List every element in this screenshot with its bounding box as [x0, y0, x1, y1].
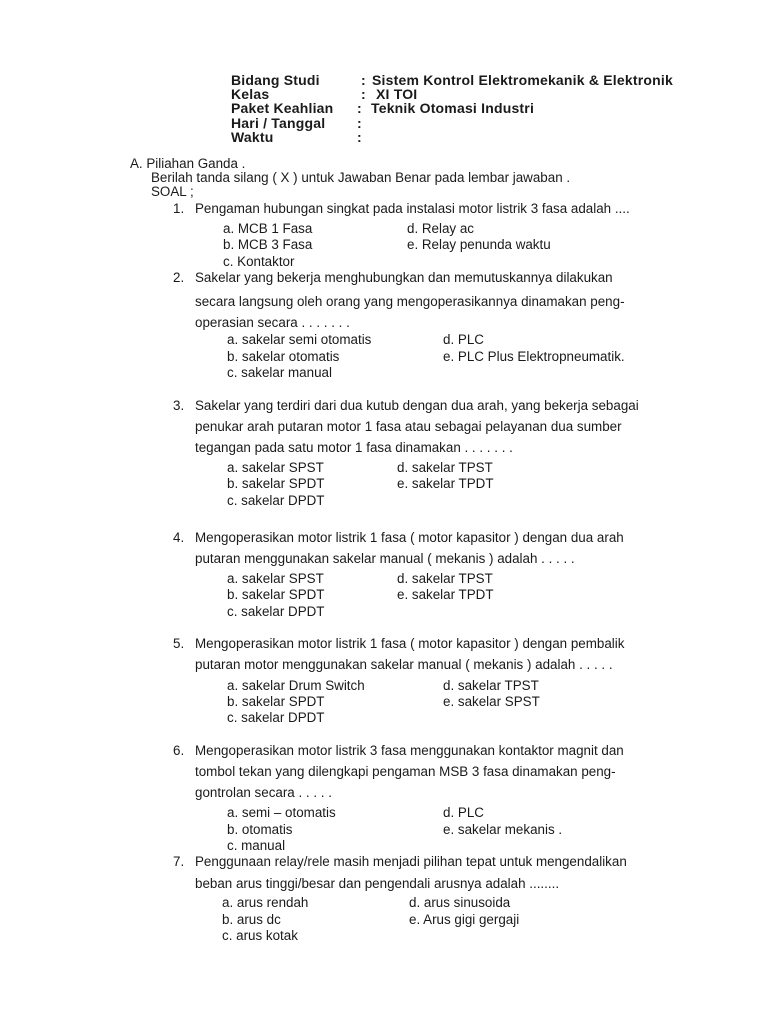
option-a: a. arus rendah	[222, 895, 309, 910]
question-text-line: Mengoperasikan motor listrik 1 fasa ( motor kapasitor ) dengan pembalik	[195, 636, 625, 651]
option-b: b. MCB 3 Fasa	[223, 237, 313, 252]
question-number: 1.	[173, 201, 185, 216]
question-text-line: beban arus tinggi/besar dan pengendali arusnya adalah ........	[195, 876, 560, 891]
option-a: a. semi – otomatis	[227, 805, 336, 820]
header-colon: :	[361, 86, 366, 102]
option-c: c. sakelar DPDT	[227, 604, 325, 619]
question-text-line: operasian secara . . . . . . .	[195, 315, 350, 330]
question-text-line: secara langsung oleh orang yang mengoperasikannya dinamakan peng-	[195, 294, 625, 309]
section-title: A. Piliahan Ganda .	[130, 156, 246, 171]
question-text-line: gontrolan secara . . . . .	[195, 785, 332, 800]
option-e: e. sakelar mekanis .	[443, 822, 563, 837]
question-text-line: Penggunaan relay/rele masih menjadi pilihan tepat untuk mengendalikan	[195, 854, 627, 869]
section-instruction: Berilah tanda silang ( X ) untuk Jawaban Benar pada lembar jawaban .	[151, 170, 571, 185]
soal-label: SOAL ;	[151, 184, 194, 199]
option-e: e. sakelar TPDT	[397, 587, 494, 602]
option-c: c. sakelar DPDT	[227, 710, 325, 725]
question-number: 2.	[173, 270, 185, 285]
question-text-line: tombol tekan yang dilengkapi pengaman MSB 3 fasa dinamakan peng-	[195, 764, 616, 779]
option-e: e. Arus gigi gergaji	[409, 912, 520, 927]
option-b: b. sakelar SPDT	[227, 587, 325, 602]
header-label-hari-tanggal: Hari / Tanggal	[231, 115, 326, 131]
header-colon: :	[357, 100, 362, 116]
option-d: d. sakelar TPST	[397, 460, 493, 475]
question-text-line: putaran menggunakan sakelar manual ( mekanis ) adalah . . . . .	[195, 551, 575, 566]
option-e: e. sakelar TPDT	[397, 476, 494, 491]
question-text-line: tegangan pada satu motor 1 fasa dinamakan . . . . . . .	[195, 440, 513, 455]
question-text-line: putaran motor menggunakan sakelar manual ( mekanis ) adalah . . . . .	[195, 657, 613, 672]
option-d: d. sakelar TPST	[443, 678, 539, 693]
option-e: e. Relay penunda waktu	[407, 237, 551, 252]
option-b: b. sakelar SPDT	[227, 476, 325, 491]
option-c: c. arus kotak	[222, 928, 298, 943]
header-colon: :	[361, 72, 366, 88]
header-value-paket-keahlian: Teknik Otomasi Industri	[371, 100, 535, 116]
option-d: d. arus sinusoida	[409, 895, 511, 910]
header-colon: :	[357, 129, 362, 145]
header-value-bidang-studi: Sistem Kontrol Elektromekanik & Elektronik	[372, 72, 673, 88]
question-number: 6.	[173, 743, 185, 758]
option-b: b. otomatis	[227, 822, 293, 837]
header-label-bidang-studi: Bidang Studi	[231, 72, 320, 88]
option-e: e. sakelar SPST	[443, 694, 540, 709]
header-value-kelas: XI TOI	[376, 86, 418, 102]
option-a: a. MCB 1 Fasa	[223, 221, 313, 236]
question-number: 7.	[173, 854, 185, 869]
question-text-line: Sakelar yang bekerja menghubungkan dan memutuskannya dilakukan	[195, 270, 613, 285]
question-text-line: penukar arah putaran motor 1 fasa atau sebagai pelayanan dua sumber	[195, 419, 622, 434]
option-d: d. PLC	[443, 805, 484, 820]
question-number: 5.	[173, 636, 185, 651]
option-c: c. Kontaktor	[223, 254, 295, 269]
option-a: a. sakelar SPST	[227, 460, 324, 475]
question-number: 4.	[173, 530, 185, 545]
option-c: c. sakelar DPDT	[227, 493, 325, 508]
question-text-line: Mengoperasikan motor listrik 1 fasa ( motor kapasitor ) dengan dua arah	[195, 530, 624, 545]
header-label-waktu: Waktu	[231, 129, 274, 145]
option-e: e. PLC Plus Elektropneumatik.	[443, 349, 625, 364]
option-d: d. PLC	[443, 332, 484, 347]
question-number: 3.	[173, 398, 185, 413]
option-d: d. Relay ac	[407, 221, 474, 236]
option-b: b. sakelar SPDT	[227, 694, 325, 709]
option-b: b. sakelar otomatis	[227, 349, 340, 364]
question-text-line: Sakelar yang terdiri dari dua kutub dengan dua arah, yang bekerja sebagai	[195, 398, 639, 413]
question-text-line: Pengaman hubungan singkat pada instalasi motor listrik 3 fasa adalah ....	[195, 201, 630, 216]
option-c: c. sakelar manual	[227, 365, 332, 380]
option-a: a. sakelar semi otomatis	[227, 332, 372, 347]
option-a: a. sakelar Drum Switch	[227, 678, 365, 693]
question-text-line: Mengoperasikan motor listrik 3 fasa menggunakan kontaktor magnit dan	[195, 743, 624, 758]
header-label-kelas: Kelas	[231, 86, 270, 102]
header-colon: :	[357, 115, 362, 131]
option-d: d. sakelar TPST	[397, 571, 493, 586]
option-b: b. arus dc	[222, 912, 281, 927]
header-label-paket-keahlian: Paket Keahlian	[231, 100, 334, 116]
option-a: a. sakelar SPST	[227, 571, 324, 586]
option-c: c. manual	[227, 838, 286, 853]
